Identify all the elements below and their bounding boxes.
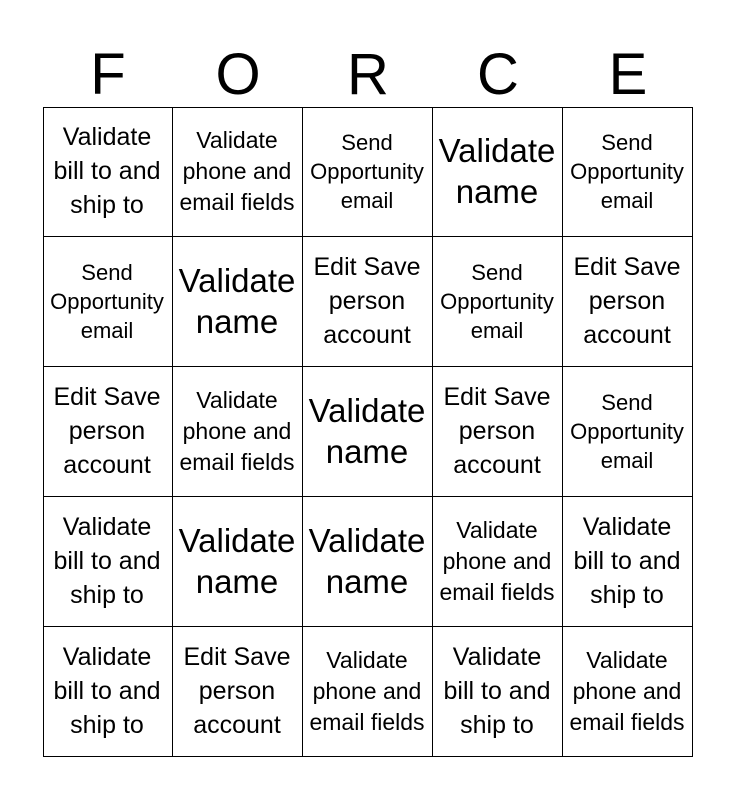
bingo-cell-text: Edit Save person account	[443, 383, 551, 479]
bingo-cell-text: Edit Save person account	[573, 253, 681, 349]
bingo-cell[interactable]	[303, 367, 433, 497]
bingo-cell[interactable]	[173, 627, 303, 757]
bingo-cell-text: Validate phone and email fields	[439, 516, 555, 605]
bingo-cell[interactable]	[563, 367, 693, 497]
bingo-cell-text: Edit Save person account	[183, 643, 291, 739]
bingo-cell-text: Validate bill to and ship to	[443, 643, 551, 739]
bingo-cell[interactable]	[43, 627, 173, 757]
bingo-cell-text: Validate name	[438, 132, 556, 210]
bingo-cell[interactable]	[303, 237, 433, 367]
bingo-card-grid	[43, 107, 693, 757]
bingo-cell-text: Edit Save person account	[313, 253, 421, 349]
bingo-cell-text: Send Opportunity email	[570, 129, 684, 213]
bingo-cell[interactable]	[173, 237, 303, 367]
bingo-cell[interactable]	[303, 497, 433, 627]
bingo-cell[interactable]	[563, 497, 693, 627]
header-letter-r: R	[347, 42, 389, 107]
bingo-cell-text: Send Opportunity email	[440, 259, 554, 343]
bingo-cell-text: Validate phone and email fields	[309, 646, 425, 735]
header-letter-o: O	[215, 42, 261, 107]
bingo-header	[43, 44, 693, 106]
bingo-cell[interactable]	[433, 367, 563, 497]
bingo-cell-text: Validate name	[308, 522, 426, 600]
bingo-cell[interactable]	[303, 627, 433, 757]
bingo-cell-text: Edit Save person account	[53, 383, 161, 479]
bingo-cell[interactable]	[563, 237, 693, 367]
bingo-cell[interactable]	[433, 497, 563, 627]
bingo-cell-text: Validate name	[178, 262, 296, 340]
bingo-cell[interactable]	[433, 107, 563, 237]
bingo-cell[interactable]	[303, 107, 433, 237]
bingo-cell[interactable]	[43, 497, 173, 627]
header-letter-e: E	[608, 42, 648, 107]
bingo-cell[interactable]	[563, 627, 693, 757]
bingo-cell[interactable]	[563, 107, 693, 237]
header-letter-f: F	[90, 42, 126, 107]
bingo-cell-text: Validate name	[178, 522, 296, 600]
bingo-cell[interactable]	[433, 627, 563, 757]
bingo-cell[interactable]	[43, 107, 173, 237]
header-letter-c: C	[477, 42, 519, 107]
bingo-cell-text: Validate phone and email fields	[179, 126, 295, 215]
bingo-cell-text: Validate bill to and ship to	[53, 513, 161, 609]
bingo-cell[interactable]	[43, 237, 173, 367]
bingo-cell[interactable]	[173, 497, 303, 627]
bingo-cell[interactable]	[43, 367, 173, 497]
bingo-cell-text: Send Opportunity email	[570, 389, 684, 473]
bingo-cell-text: Validate phone and email fields	[179, 386, 295, 475]
bingo-cell-text: Send Opportunity email	[310, 129, 424, 213]
bingo-cell[interactable]	[173, 107, 303, 237]
bingo-cell[interactable]	[433, 237, 563, 367]
bingo-cell[interactable]	[173, 367, 303, 497]
bingo-cell-text: Validate bill to and ship to	[53, 643, 161, 739]
bingo-cell-text: Validate phone and email fields	[569, 646, 685, 735]
bingo-cell-text: Validate name	[308, 392, 426, 470]
bingo-cell-text: Validate bill to and ship to	[573, 513, 681, 609]
bingo-cell-text: Send Opportunity email	[50, 259, 164, 343]
bingo-cell-text: Validate bill to and ship to	[53, 123, 161, 219]
